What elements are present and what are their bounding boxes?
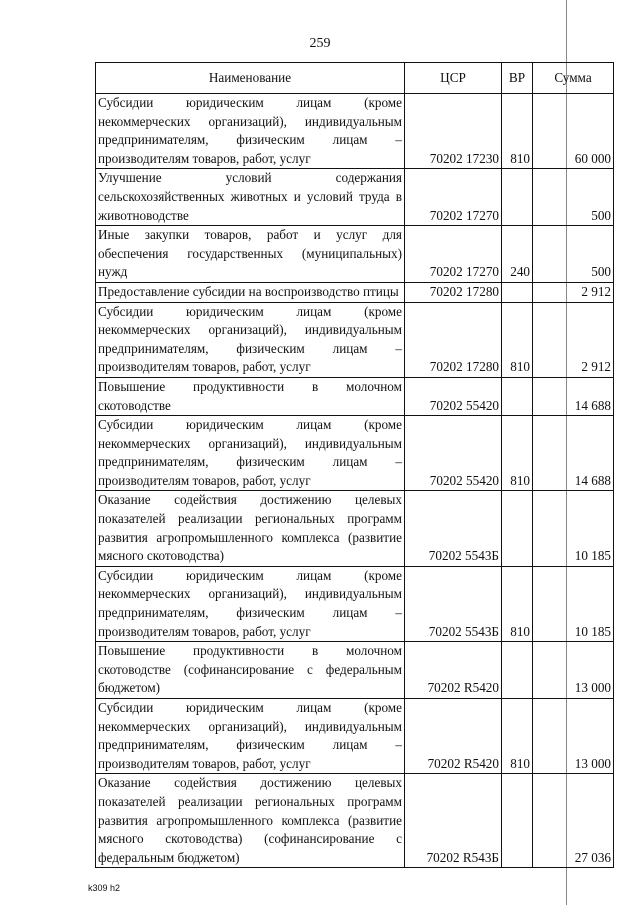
table-row [96, 566, 614, 641]
header-csr: ЦСР [405, 63, 502, 94]
row-name: Субсидии юридическим лицам (кроме некоммерческих организаций), индивидуальным предпринимателям, физическим лицам – производителям товаров, работ, услуг [96, 94, 405, 169]
row-sum: 27 036 [533, 774, 614, 868]
table-row [96, 169, 614, 226]
row-name: Предоставление субсидии на воспроизводство птицы [96, 282, 405, 302]
table-header-row [96, 63, 614, 94]
row-name: Повышение продуктивности в молочном скотоводстве (софинансирование с федеральным бюджетом) [96, 642, 405, 699]
row-vr [502, 642, 533, 699]
table-row [96, 94, 614, 169]
row-sum: 13 000 [533, 642, 614, 699]
row-vr: 810 [502, 699, 533, 774]
row-csr: 70202 17280 [405, 282, 502, 302]
table-row [96, 226, 614, 283]
row-sum: 10 185 [533, 566, 614, 641]
row-csr: 70202 17270 [405, 169, 502, 226]
row-csr: 70202 R5420 [405, 699, 502, 774]
table-row [96, 416, 614, 491]
table-row [96, 491, 614, 566]
row-sum: 500 [533, 169, 614, 226]
row-sum: 14 688 [533, 377, 614, 415]
row-name: Иные закупки товаров, работ и услуг для обеспечения государственных (муниципальных) нужд [96, 226, 405, 283]
row-vr [502, 491, 533, 566]
row-csr: 70202 55420 [405, 377, 502, 415]
row-vr: 810 [502, 94, 533, 169]
table-row [96, 282, 614, 302]
row-sum: 14 688 [533, 416, 614, 491]
row-csr: 70202 5543Б [405, 491, 502, 566]
header-name: Наименование [96, 63, 405, 94]
row-csr: 70202 R543Б [405, 774, 502, 868]
row-vr [502, 377, 533, 415]
table-row [96, 377, 614, 415]
row-sum: 2 912 [533, 302, 614, 377]
row-csr: 70202 5543Б [405, 566, 502, 641]
row-vr: 240 [502, 226, 533, 283]
row-name: Субсидии юридическим лицам (кроме некоммерческих организаций), индивидуальным предпринимателям, физическим лицам – производителям товаров, работ, услуг [96, 302, 405, 377]
table-row [96, 302, 614, 377]
row-csr: 70202 55420 [405, 416, 502, 491]
row-vr: 810 [502, 416, 533, 491]
table-row [96, 642, 614, 699]
row-vr [502, 282, 533, 302]
row-vr: 810 [502, 302, 533, 377]
row-sum: 60 000 [533, 94, 614, 169]
row-csr: 70202 17270 [405, 226, 502, 283]
footer-code: k309 h2 [88, 883, 121, 893]
table-row [96, 699, 614, 774]
row-sum: 2 912 [533, 282, 614, 302]
header-sum: Сумма [533, 63, 614, 94]
row-csr: 70202 17230 [405, 94, 502, 169]
row-vr: 810 [502, 566, 533, 641]
row-csr: 70202 R5420 [405, 642, 502, 699]
row-vr [502, 169, 533, 226]
row-csr: 70202 17280 [405, 302, 502, 377]
row-sum: 500 [533, 226, 614, 283]
header-vr: ВР [502, 63, 533, 94]
row-name: Оказание содействия достижению целевых показателей реализации региональных программ развития агропромышленного комплекса (развитие мясного скотоводства) (софинансирование с федеральным бюджетом) [96, 774, 405, 868]
budget-table [95, 62, 614, 868]
row-name: Субсидии юридическим лицам (кроме некоммерческих организаций), индивидуальным предпринимателям, физическим лицам – производителям товаров, работ, услуг [96, 566, 405, 641]
row-vr [502, 774, 533, 868]
row-name: Субсидии юридическим лицам (кроме некоммерческих организаций), индивидуальным предпринимателям, физическим лицам – производителям товаров, работ, услуг [96, 699, 405, 774]
row-name: Оказание содействия достижению целевых показателей реализации региональных программ развития агропромышленного комплекса (развитие мясного скотоводства) [96, 491, 405, 566]
row-sum: 13 000 [533, 699, 614, 774]
page-number: 259 [309, 36, 331, 51]
row-name: Улучшение условий содержания сельскохозяйственных животных и условий труда в животноводстве [96, 169, 405, 226]
row-name: Повышение продуктивности в молочном скотоводстве [96, 377, 405, 415]
row-name: Субсидии юридическим лицам (кроме некоммерческих организаций), индивидуальным предпринимателям, физическим лицам – производителям товаров, работ, услуг [96, 416, 405, 491]
table-row [96, 774, 614, 868]
row-sum: 10 185 [533, 491, 614, 566]
